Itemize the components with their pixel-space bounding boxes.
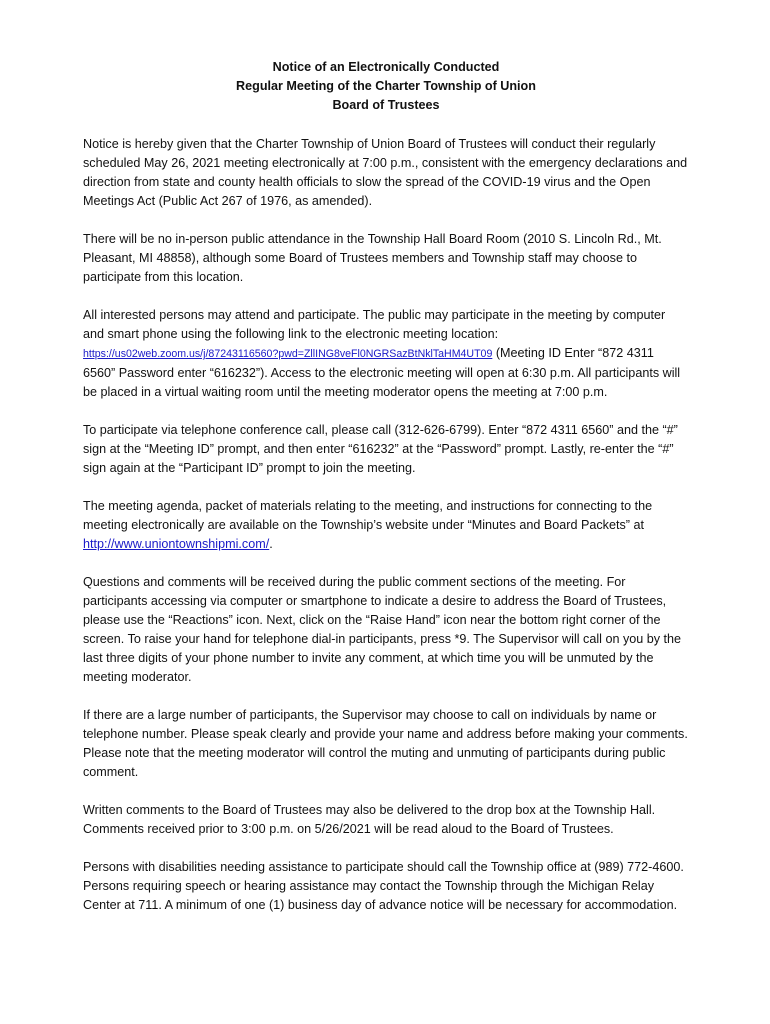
paragraph-participation-link bbox=[83, 306, 689, 402]
paragraph-disabilities: Persons with disabilities needing assistance to participate should call the Township office at (989) 772-4600. Persons requiring speech or hearing assistance may contact the Township through the Michigan Relay Center at 711. A minimum of one (1) business day of advance notice will be necessary for accommodation. bbox=[83, 860, 684, 912]
paragraph-written-comments: Written comments to the Board of Trustees may also be delivered to the drop box at the Township Hall. Comments received prior to 3:00 p.m. on 5/26/2021 will be read aloud to the Board of Trustees. bbox=[83, 803, 656, 836]
paragraph-agenda-text: The meeting agenda, packet of materials relating to the meeting, and instructions for connecting to the meeting electronically are available on the Township’s website under “Minutes and Board Packets” at bbox=[83, 499, 653, 532]
township-website-link[interactable]: http://www.uniontownshipmi.com/ bbox=[83, 537, 270, 551]
paragraph-questions: Questions and comments will be received during the public comment sections of the meeting. For participants accessing via computer or smartphone to indicate a desire to address the Board of Trustees, please use the “Reactions” icon. Next, click on the “Raise Hand” icon near the bottom right corner of the screen. To raise your hand for telephone dial-in participants, press *9. The Supervisor will call on you by the last three digits of your phone number to invite any comment, at which time you will be unmuted by the meeting moderator. bbox=[83, 575, 682, 684]
paragraph-participation-text: All interested persons may attend and participate. The public may participate in the meeting by computer and smart phone using the following link to the electronic meeting location: bbox=[83, 308, 666, 341]
paragraph-participation-details: (Meeting ID Enter “872 4311 6560” Password enter “616232”). Access to the electronic meeting will open at 6:30 p.m. All participants will be placed in a virtual waiting room until the meeting moderator opens the meeting at 7:00 p.m. bbox=[83, 346, 681, 399]
document-page bbox=[83, 58, 689, 934]
document-title bbox=[83, 58, 689, 115]
title-line-1: Notice of an Electronically Conducted bbox=[272, 60, 500, 74]
paragraph-agenda bbox=[83, 497, 689, 554]
paragraph-agenda-end: . bbox=[269, 537, 273, 551]
paragraph-telephone: To participate via telephone conference call, please call (312-626-6799). Enter “872 4311 6560” and the “#” sign at the “Meeting ID” prompt, and then enter “616232” at the “Password” prompt. Lastly, re-enter the “#” sign again at the “Participant ID” prompt to join the meeting. bbox=[83, 423, 678, 475]
title-line-3: Board of Trustees bbox=[332, 98, 440, 112]
paragraph-no-in-person: There will be no in-person public attendance in the Township Hall Board Room (2010 S. Lincoln Rd., Mt. Pleasant, MI 48858), although some Board of Trustees members and Township staff may choose to participate from this location. bbox=[83, 232, 662, 284]
title-line-2: Regular Meeting of the Charter Township of Union bbox=[236, 79, 536, 93]
paragraph-large-number: If there are a large number of participants, the Supervisor may choose to call on individuals by name or telephone number. Please speak clearly and provide your name and address before making your comments. Please note that the meeting moderator will control the muting and unmuting of participants during public comment. bbox=[83, 708, 688, 779]
paragraph-meeting-notice: Notice is hereby given that the Charter Township of Union Board of Trustees will conduct their regularly scheduled May 26, 2021 meeting electronically at 7:00 p.m., consistent with the emergency declarations and direction from state and county health officials to slow the spread of the COVID-19 virus and the Open Meetings Act (Public Act 267 of 1976, as amended). bbox=[83, 137, 688, 208]
zoom-meeting-link[interactable]: https://us02web.zoom.us/j/87243116560?pwd=ZllING8veFl0NGRSazBtNklTaHM4UT09 bbox=[83, 348, 493, 360]
